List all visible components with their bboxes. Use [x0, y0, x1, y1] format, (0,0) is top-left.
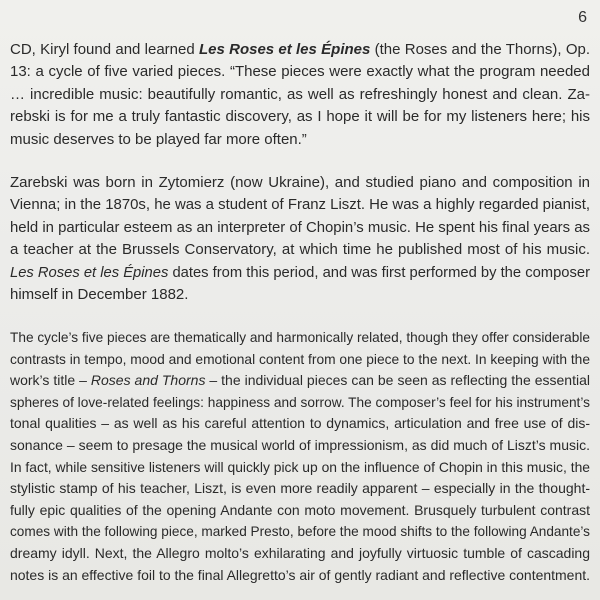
text-line [10, 565, 590, 587]
text-run: spheres of love-related feelings: happiness and sorrow. The composer’s feel for his instrument’s [10, 393, 590, 410]
text-line [10, 284, 590, 306]
text-run: sonance – seem to presage the musical world of impressionism, as did much of Liszt’s music. [10, 436, 590, 453]
text-line [10, 370, 590, 392]
text-run: himself in December 1882. [10, 285, 189, 303]
paragraph-analysis [10, 327, 590, 586]
text-run: … incredible music: beautifully romantic, as well as refreshingly honest and clean. Za- [10, 85, 590, 103]
text-run: work’s title – [10, 372, 91, 389]
paragraph-biography [10, 172, 590, 306]
text-line [10, 172, 590, 194]
text-line [10, 435, 590, 457]
text-run: comes with the following piece, marked Presto, before the mood shifts to the following Andante’s [10, 523, 590, 540]
text-line [10, 84, 590, 106]
text-run: held in particular esteem as an interpreter of Chopin’s music. He spent his final years as [10, 218, 590, 236]
text-line [10, 413, 590, 435]
paragraph-quote [10, 39, 590, 151]
text-run: stylistic stamp of his teacher, Liszt, is even more readily apparent – especially in the thought- [10, 480, 590, 497]
text-run: dreamy idyll. Next, the Allegro molto’s exhilarating and joyfully virtuosic tumble of cascading [10, 544, 590, 561]
text-line [10, 39, 590, 61]
text-run: Vienna; in the 1870s, he was a student of Franz Liszt. He was a highly regarded pianist, [10, 196, 590, 214]
text-run: The cycle’s five pieces are thematically and harmonically related, though they offer considerable [10, 329, 590, 345]
text-run: fully epic qualities of the opening Andante con moto movement. Brusquely turbulent contrast [10, 501, 590, 518]
text-run: contrasts in tempo, mood and emotional content from one piece to the next. In keeping with the [10, 350, 590, 367]
text-line [10, 543, 590, 565]
text-line [10, 457, 590, 479]
text-line [10, 61, 590, 83]
text-line [10, 478, 590, 500]
work-title-emphasis: Roses and Thorns [90, 372, 206, 389]
text-run: 13: a cycle of five varied pieces. “These pieces were exactly what the program needed [10, 63, 590, 81]
text-run: notes is an effective foil to the final Allegretto’s air of gently radiant and reflective contentment. [10, 566, 590, 583]
work-title-emphasis: Les Roses et les Épines [10, 263, 169, 281]
text-run: – the individual pieces can be seen as reflecting the essential [205, 372, 590, 389]
text-line [10, 129, 590, 151]
text-line [10, 392, 590, 414]
text-line [10, 262, 590, 284]
text-run: tonal qualities – as well as his careful attention to dynamics, articulation and free use of dis- [10, 415, 590, 432]
text-line [10, 239, 590, 261]
text-line [10, 194, 590, 216]
text-line [10, 217, 590, 239]
text-run: (the Roses and the Thorns), Op. [370, 41, 590, 58]
text-run: dates from this period, and was first performed by the composer [168, 263, 590, 281]
page-number: 6 [578, 9, 587, 26]
text-run: CD, Kiryl found and learned [10, 41, 199, 58]
text-line [10, 349, 590, 371]
work-title-emphasis: Les Roses et les Épines [198, 41, 371, 58]
text-run: Zarebski was born in Zytomierz (now Ukraine), and studied piano and composition in [10, 174, 590, 191]
text-line [10, 521, 590, 543]
text-run: a teacher at the Brussels Conservatory, at which time he published most of his music. [10, 241, 590, 259]
text-line [10, 106, 590, 128]
text-run: music deserves to be played far more often.” [10, 130, 307, 148]
text-line [10, 327, 590, 349]
text-line [10, 500, 590, 522]
text-run: In fact, while sensitive listeners will quickly pick up on the influence of Chopin in this music, the [10, 458, 590, 475]
text-run: rebski is for me a truly fantastic discovery, as I hope it will be for my listeners here; his [10, 108, 590, 126]
